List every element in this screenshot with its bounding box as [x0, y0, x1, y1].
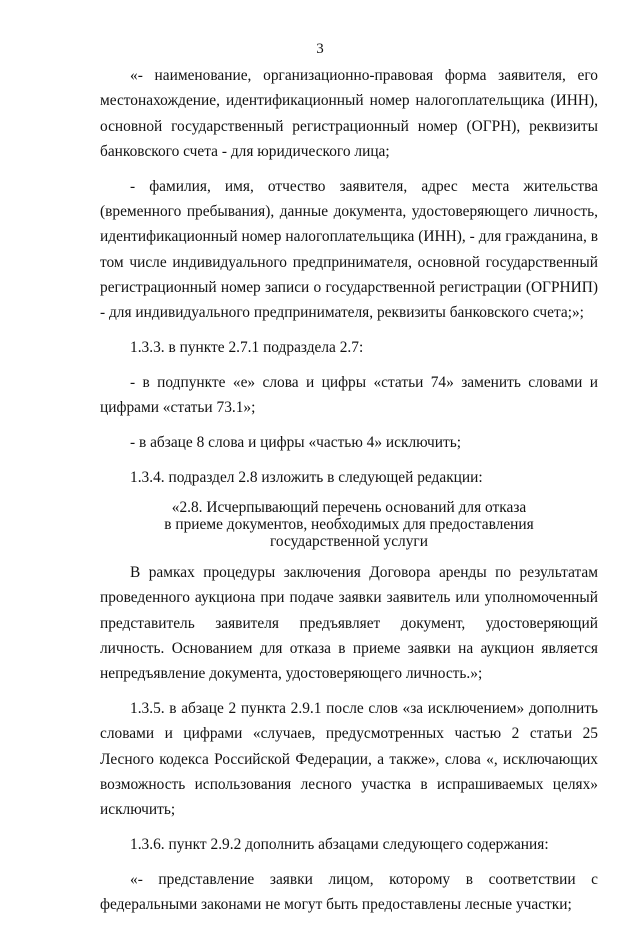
page-number: 3: [316, 41, 324, 57]
paragraph-item-1-3-4: 1.3.4. подраздел 2.8 изложить в следующей редакции:: [130, 468, 483, 486]
paragraph-abzac-8: - в абзаце 8 слова и цифры «частью 4» исключить;: [130, 433, 462, 451]
paragraph-item-1-3-3: 1.3.3. в пункте 2.7.1 подраздела 2.7:: [130, 338, 364, 356]
heading-line: государственной услуги: [270, 533, 428, 551]
heading-line: «2.8. Исчерпывающий перечень оснований для отказа: [171, 499, 527, 517]
paragraph-federal-laws: «- представление заявки лицом, которому в соответствии с федеральными законами не могут быть предоставлены лесные участки;: [100, 870, 598, 914]
paragraph-auction-procedure: В рамках процедуры заключения Договора аренды по результатам проведенного аукциона при подаче заявки заявитель или уполномоченный представитель заявителя предъявляет документ, удостоверяющий личность. Основанием для отказа в приеме заявки на аукцион является непредъявление документа, удостоверяющего личность.»;: [100, 563, 598, 683]
heading-line: в приеме документов, необходимых для предоставления: [164, 516, 534, 534]
paragraph-legal-entity-requisites: «- наименование, организационно-правовая форма заявителя, его местонахождение, идентификационный номер налогоплательщика (ИНН), основной государственный регистрационный номер (ОГРН), реквизиты банковского счета - для юридического лица;: [100, 67, 598, 160]
section-heading-2-8: [100, 499, 598, 550]
paragraph-citizen-requisites: - фамилия, имя, отчество заявителя, адрес места жительства (временного пребывания), данные документа, удостоверяющего личность, идентификационный номер налогоплательщика (ИНН), - для гражданина, в том числе индивидуального предпринимателя, основной государственный регистрационный номер записи о государственной регистрации (ОГРНИП) - для индивидуального предпринимателя, реквизиты банковского счета;»;: [100, 177, 598, 322]
paragraph-subitem-e: - в подпункте «е» слова и цифры «статьи 74» заменить словами и цифрами «статьи 73.1»;: [100, 373, 598, 417]
paragraph-item-1-3-6: 1.3.6. пункт 2.9.2 дополнить абзацами следующего содержания:: [130, 835, 549, 853]
document-body: [100, 63, 598, 927]
paragraph-item-1-3-5: 1.3.5. в абзаце 2 пункта 2.9.1 после слов «за исключением» дополнить словами и цифрами «случаев, предусмотренных частью 2 статьи 25 Лесного кодекса Российской Федерации, а также», слова «, исключающих возможность использования лесного участка в испрашиваемых целях» исключить;: [100, 699, 598, 819]
